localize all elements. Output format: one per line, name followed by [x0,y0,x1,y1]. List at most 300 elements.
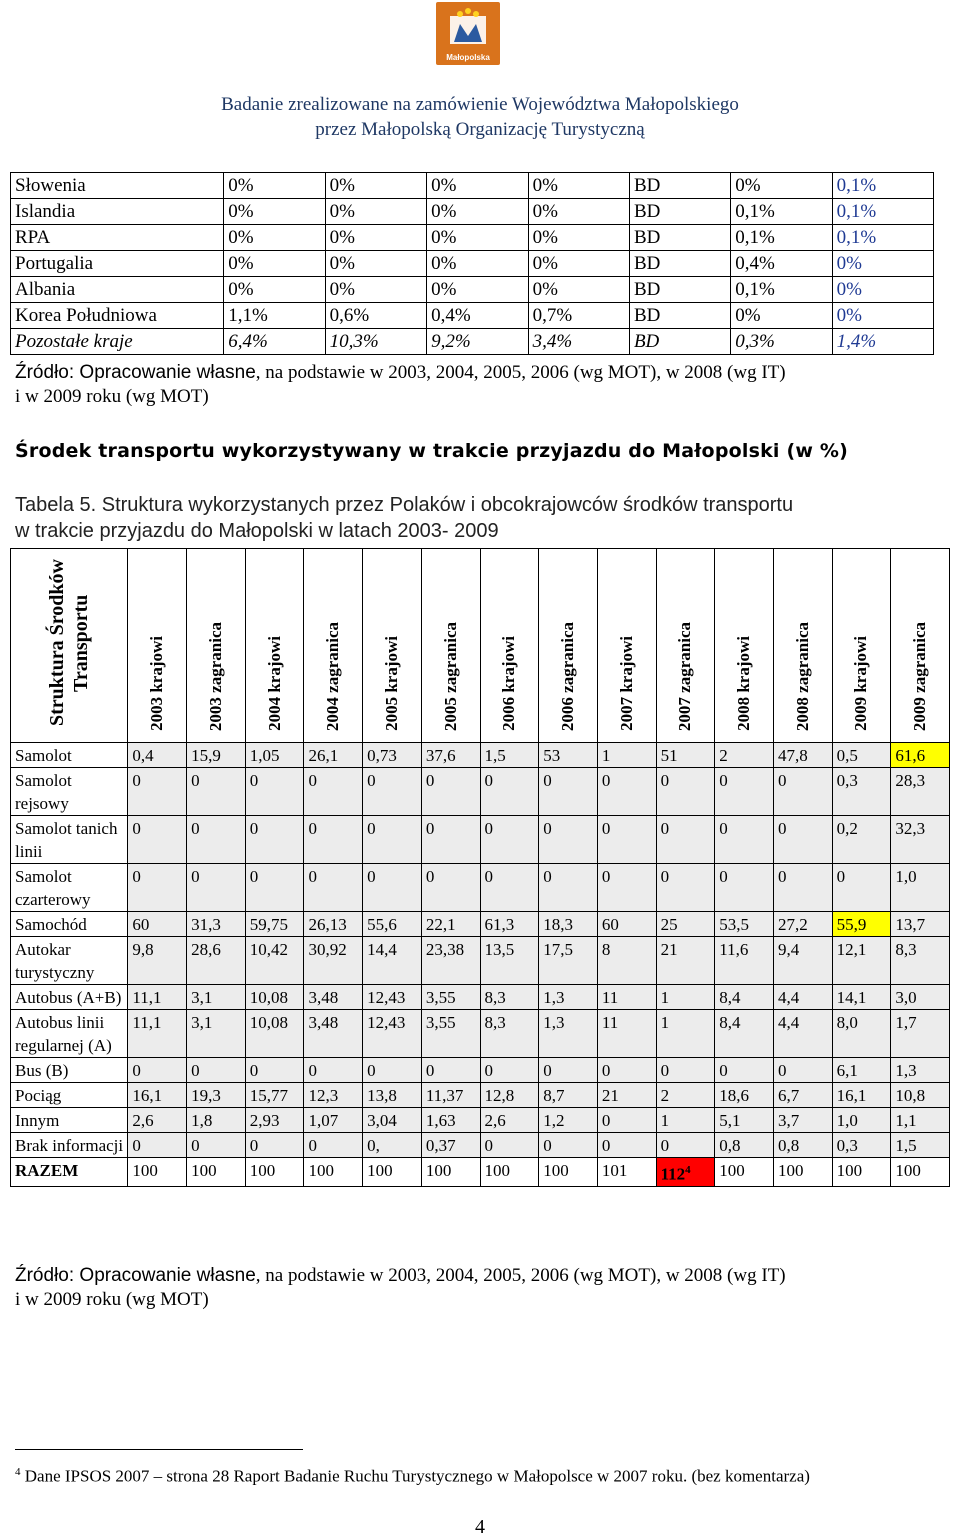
transport-value-cell: 0 [656,864,715,912]
transport-row [11,1058,950,1083]
country-value-cell: 0% [224,199,325,225]
transport-value-cell: 0 [656,1133,715,1158]
country-value-cell: BD [629,251,730,277]
transport-value-cell: 9,4 [773,937,832,985]
total-value-cell: 100 [715,1158,774,1187]
transport-value-cell: 8,3 [480,1010,539,1058]
transport-value-cell: 0 [363,768,422,816]
country-name: Słowenia [11,173,224,199]
year-header-cell [891,549,950,743]
year-header-label: 2006 zagranica [558,621,578,731]
transport-value-cell: 4,4 [773,1010,832,1058]
transport-value-cell: 15,9 [187,743,246,768]
country-value-cell: 0,1% [832,225,933,251]
transport-value-cell: 1,3 [891,1058,950,1083]
country-name: RPA [11,225,224,251]
transport-value-cell: 16,1 [832,1083,891,1108]
country-value-cell: 9,2% [427,329,528,355]
country-name: Islandia [11,199,224,225]
transport-value-cell: 0,3 [832,768,891,816]
transport-value-cell: 0 [539,864,598,912]
year-header-cell [245,549,304,743]
transport-value-cell: 0 [245,1058,304,1083]
country-value-cell: 0% [224,225,325,251]
transport-value-cell: 0 [304,1133,363,1158]
transport-row [11,864,950,912]
country-value-cell: BD [629,303,730,329]
total-value-cell: 100 [832,1158,891,1187]
transport-value-cell: 0 [187,1058,246,1083]
transport-value-cell: 15,77 [245,1083,304,1108]
transport-value-cell: 37,6 [421,743,480,768]
transport-value-cell: 11,1 [128,1010,187,1058]
transport-value-cell: 1,1 [891,1108,950,1133]
transport-value-cell: 51 [656,743,715,768]
country-value-cell: 0% [224,173,325,199]
country-value-cell: 1,1% [224,303,325,329]
total-value-cell: 100 [363,1158,422,1187]
country-value-cell: 0% [832,251,933,277]
transport-value-cell: 12,1 [832,937,891,985]
transport-value-cell: 31,3 [187,912,246,937]
transport-value-cell: 2,93 [245,1108,304,1133]
transport-value-cell: 18,3 [539,912,598,937]
transport-value-cell: 11,37 [421,1083,480,1108]
transport-value-cell: 0 [128,1058,187,1083]
transport-value-cell: 14,4 [363,937,422,985]
year-header-cell [832,549,891,743]
transport-value-cell: 12,8 [480,1083,539,1108]
transport-value-cell: 10,08 [245,985,304,1010]
transport-value-cell: 21 [597,1083,656,1108]
footnote-mark: 4 [15,1466,21,1478]
country-row [11,303,934,329]
transport-value-cell: 0 [304,768,363,816]
transport-mode-label: Pociąg [11,1083,128,1108]
year-header-label: 2007 zagranica [675,621,695,731]
transport-value-cell: 2,6 [480,1108,539,1133]
source-note-1 [15,361,786,409]
year-header-cell [363,549,422,743]
total-value-cell: 100 [187,1158,246,1187]
transport-value-cell: 0,8 [773,1133,832,1158]
country-value-cell: 0% [731,173,832,199]
country-value-cell: 0,6% [325,303,427,329]
year-header-label: 2004 krajowi [264,636,284,731]
country-name: Pozostałe kraje [11,329,224,355]
transport-value-cell: 0 [421,1058,480,1083]
transport-value-cell: 27,2 [773,912,832,937]
transport-value-cell: 4,4 [773,985,832,1010]
country-value-cell: 6,4% [224,329,325,355]
transport-value-cell: 12,43 [363,985,422,1010]
transport-value-cell: 0 [480,816,539,864]
transport-value-cell: 1,5 [480,743,539,768]
country-name: Albania [11,277,224,303]
transport-mode-label: Bus (B) [11,1058,128,1083]
transport-value-cell: 0 [539,816,598,864]
transport-table [10,548,950,1187]
country-value-cell: 0% [224,251,325,277]
transport-value-cell: 8,4 [715,1010,774,1058]
transport-value-cell: 60 [128,912,187,937]
transport-value-cell: 16,1 [128,1083,187,1108]
transport-value-cell: 5,1 [715,1108,774,1133]
transport-value-cell: 0 [715,1058,774,1083]
transport-value-cell: 8,3 [891,937,950,985]
transport-value-cell: 30,92 [304,937,363,985]
total-value-cell-flagged [656,1158,715,1187]
transport-value-cell: 0 [187,768,246,816]
transport-value-cell: 0 [421,864,480,912]
transport-value-cell: 25 [656,912,715,937]
transport-value-cell: 3,7 [773,1108,832,1133]
transport-value-cell: 2,6 [128,1108,187,1133]
source-line-2: i w 2009 roku (wg MOT) [15,386,209,407]
year-header-label: 2008 krajowi [734,636,754,731]
logo-emblem-icon [436,2,500,52]
transport-value-cell: 1,2 [539,1108,598,1133]
country-value-cell: 0% [427,225,528,251]
transport-value-cell: 10,42 [245,937,304,985]
transport-value-cell: 1,3 [539,1010,598,1058]
country-value-cell: 0% [427,199,528,225]
transport-value-cell: 0 [715,768,774,816]
year-header-cell [656,549,715,743]
transport-value-cell: 0,4 [128,743,187,768]
country-row [11,199,934,225]
transport-value-cell: 0 [539,1133,598,1158]
country-row [11,251,934,277]
logo-text: Małopolska [446,53,490,62]
transport-value-cell: 17,5 [539,937,598,985]
country-value-cell: 0% [832,303,933,329]
transport-value-cell: 0 [245,1133,304,1158]
transport-value-cell: 0 [539,1058,598,1083]
transport-value-cell: 12,43 [363,1010,422,1058]
transport-value-cell: 55,9 [832,912,891,937]
country-value-cell: 0% [731,303,832,329]
transport-value-cell: 8,7 [539,1083,598,1108]
year-header-cell [715,549,774,743]
transport-value-cell: 11 [597,985,656,1010]
transport-value-cell: 60 [597,912,656,937]
header-cell-struktura [11,549,128,743]
transport-value-cell: 12,3 [304,1083,363,1108]
transport-value-cell: 0 [480,864,539,912]
country-value-cell: 0% [325,277,427,303]
transport-value-cell: 0 [421,768,480,816]
country-value-cell: BD [629,329,730,355]
year-header-label: 2005 krajowi [381,636,401,731]
countries-table [10,172,934,355]
transport-value-cell: 11 [597,1010,656,1058]
transport-value-cell: 61,3 [480,912,539,937]
transport-value-cell: 0 [480,1133,539,1158]
transport-mode-label: Autobus (A+B) [11,985,128,1010]
transport-value-cell: 0 [597,768,656,816]
transport-value-cell: 26,13 [304,912,363,937]
transport-value-cell: 0 [245,816,304,864]
transport-value-cell: 3,0 [891,985,950,1010]
total-value-cell: 101 [597,1158,656,1187]
country-value-cell: 0% [325,225,427,251]
transport-value-cell: 1,5 [891,1133,950,1158]
country-value-cell: 0% [528,173,629,199]
country-value-cell: 0% [325,251,427,277]
year-header-label: 2003 zagranica [205,621,225,731]
transport-value-cell: 1,7 [891,1010,950,1058]
country-value-cell: BD [629,277,730,303]
transport-value-cell: 1,05 [245,743,304,768]
total-value-cell: 100 [891,1158,950,1187]
transport-value-cell: 2 [715,743,774,768]
country-row [11,329,934,355]
total-label: RAZEM [11,1158,128,1187]
country-value-cell: 0% [325,173,427,199]
transport-row [11,743,950,768]
total-value-cell: 100 [304,1158,363,1187]
country-value-cell: 0,4% [427,303,528,329]
year-header-cell [187,549,246,743]
transport-value-cell: 0,73 [363,743,422,768]
transport-mode-label: Samolot czarterowy [11,864,128,912]
transport-value-cell: 0 [656,768,715,816]
country-value-cell: BD [629,173,730,199]
header-line-1: Badanie zrealizowane na zamówienie Województwa Małopolskiego [221,94,739,115]
country-value-cell: 0% [832,277,933,303]
transport-value-cell: 47,8 [773,743,832,768]
transport-value-cell: 0 [304,816,363,864]
year-header-cell [304,549,363,743]
transport-row [11,1108,950,1133]
source-line-2: i w 2009 roku (wg MOT) [15,1289,209,1310]
country-value-cell: 1,4% [832,329,933,355]
transport-value-cell: 13,7 [891,912,950,937]
total-value-cell: 100 [421,1158,480,1187]
transport-value-cell: 8 [597,937,656,985]
transport-mode-label: Samolot tanich linii [11,816,128,864]
transport-value-cell: 0 [187,1133,246,1158]
transport-value-cell: 0 [597,816,656,864]
transport-value-cell: 2 [656,1083,715,1108]
year-header-label: 2006 krajowi [499,636,519,731]
transport-row [11,985,950,1010]
total-value-cell: 100 [480,1158,539,1187]
year-header-label: 2004 zagranica [323,621,343,731]
country-value-cell: 0,1% [832,173,933,199]
footnote [15,1461,915,1488]
page-number: 4 [475,1516,485,1538]
transport-value-cell: 11,1 [128,985,187,1010]
transport-value-cell: 3,1 [187,1010,246,1058]
transport-value-cell: 8,3 [480,985,539,1010]
year-header-cell [421,549,480,743]
total-value-cell: 100 [245,1158,304,1187]
country-value-cell: 0,4% [731,251,832,277]
transport-value-cell: 0 [539,768,598,816]
country-row [11,277,934,303]
country-row [11,173,934,199]
transport-value-cell: 0, [363,1133,422,1158]
caption-line-1: Tabela 5. Struktura wykorzystanych przez Polaków i obcokrajowców środków transportu [15,494,794,516]
transport-value-cell: 0 [363,864,422,912]
transport-value-cell: 0 [597,864,656,912]
transport-value-cell: 1,3 [539,985,598,1010]
country-value-cell: 0% [528,199,629,225]
transport-value-cell: 0 [421,816,480,864]
transport-row [11,1083,950,1108]
country-value-cell: 0% [427,173,528,199]
country-name: Korea Południowa [11,303,224,329]
transport-value-cell: 53 [539,743,598,768]
country-value-cell: 0,1% [832,199,933,225]
transport-value-cell: 0 [304,864,363,912]
malopolska-logo [436,2,500,65]
transport-value-cell: 13,8 [363,1083,422,1108]
transport-value-cell: 1 [656,1010,715,1058]
total-value-cell: 100 [128,1158,187,1187]
country-value-cell: BD [629,225,730,251]
country-value-cell: 0,1% [731,225,832,251]
transport-value-cell: 0 [128,768,187,816]
transport-value-cell: 3,55 [421,1010,480,1058]
country-value-cell: 0% [325,199,427,225]
source-rest: , na podstawie w 2003, 2004, 2005, 2006 (wg MOT), w 2008 (wg IT) [255,362,786,383]
year-header-label: 2009 zagranica [910,621,930,731]
transport-value-cell: 0 [363,816,422,864]
transport-value-cell: 0 [773,1058,832,1083]
transport-row [11,937,950,985]
transport-mode-label: Samolot rejsowy [11,768,128,816]
transport-value-cell: 0 [773,816,832,864]
transport-value-cell: 10,8 [891,1083,950,1108]
transport-value-cell: 0 [597,1058,656,1083]
source-rest: , na podstawie w 2003, 2004, 2005, 2006 (wg MOT), w 2008 (wg IT) [255,1265,786,1286]
transport-header-row [11,549,950,743]
transport-value-cell: 28,6 [187,937,246,985]
transport-value-cell: 23,38 [421,937,480,985]
country-value-cell: 0% [528,225,629,251]
table-caption [15,492,793,544]
transport-value-cell: 18,6 [715,1083,774,1108]
country-value-cell: 0,3% [731,329,832,355]
transport-mode-label: Brak informacji [11,1133,128,1158]
country-value-cell: 0,7% [528,303,629,329]
transport-value-cell: 0 [773,864,832,912]
transport-value-cell: 14,1 [832,985,891,1010]
section-title: Środek transportu wykorzystywany w trakcie przyjazdu do Małopolski (w %) [15,440,849,462]
transport-value-cell: 0 [773,768,832,816]
total-value: 112 [660,1164,686,1184]
transport-row [11,912,950,937]
country-value-cell: BD [629,199,730,225]
transport-value-cell: 0,3 [832,1133,891,1158]
transport-mode-label: Innym [11,1108,128,1133]
transport-value-cell: 0 [480,768,539,816]
transport-value-cell: 0 [363,1058,422,1083]
transport-value-cell: 0 [128,816,187,864]
transport-value-cell: 0 [245,864,304,912]
transport-mode-label: Samolot [11,743,128,768]
country-value-cell: 0% [528,251,629,277]
transport-value-cell: 22,1 [421,912,480,937]
year-header-label: 2005 zagranica [440,621,460,731]
transport-value-cell: 0 [715,864,774,912]
transport-value-cell: 13,5 [480,937,539,985]
transport-value-cell: 0 [128,864,187,912]
transport-row [11,768,950,816]
year-header-cell [773,549,832,743]
transport-value-cell: 28,3 [891,768,950,816]
transport-value-cell: 0 [187,816,246,864]
total-row [11,1158,950,1187]
country-name: Portugalia [11,251,224,277]
transport-value-cell: 1,0 [832,1108,891,1133]
transport-value-cell: 1 [656,1108,715,1133]
country-value-cell: 0,1% [731,277,832,303]
transport-value-cell: 59,75 [245,912,304,937]
transport-value-cell: 0 [128,1133,187,1158]
transport-value-cell: 0 [832,864,891,912]
source-note-2 [15,1264,786,1312]
year-header-cell [539,549,598,743]
transport-value-cell: 1 [656,985,715,1010]
transport-value-cell: 0 [597,1108,656,1133]
transport-value-cell: 3,55 [421,985,480,1010]
transport-value-cell: 10,08 [245,1010,304,1058]
year-header-label: 2008 zagranica [792,621,812,731]
year-header-label: 2009 krajowi [851,636,871,731]
transport-value-cell: 21 [656,937,715,985]
year-header-cell [480,549,539,743]
transport-value-cell: 8,0 [832,1010,891,1058]
transport-value-cell: 0,2 [832,816,891,864]
transport-value-cell: 0 [656,1058,715,1083]
transport-value-cell: 55,6 [363,912,422,937]
year-header-cell [128,549,187,743]
transport-value-cell: 3,1 [187,985,246,1010]
transport-value-cell: 26,1 [304,743,363,768]
transport-value-cell: 1,0 [891,864,950,912]
transport-value-cell: 0,37 [421,1133,480,1158]
transport-mode-label: Samochód [11,912,128,937]
footnote-reference: 4 [685,1164,691,1176]
transport-value-cell: 0 [597,1133,656,1158]
transport-value-cell: 0,5 [832,743,891,768]
country-value-cell: 10,3% [325,329,427,355]
footnote-separator [15,1449,303,1450]
caption-line-2: w trakcie przyjazdu do Małopolski w latach 2003- 2009 [15,520,499,542]
transport-value-cell: 0 [245,768,304,816]
country-value-cell: 0% [427,251,528,277]
transport-value-cell: 61,6 [891,743,950,768]
transport-value-cell: 53,5 [715,912,774,937]
transport-row [11,816,950,864]
country-row [11,225,934,251]
country-value-cell: 3,4% [528,329,629,355]
transport-value-cell: 3,48 [304,1010,363,1058]
transport-value-cell: 32,3 [891,816,950,864]
country-value-cell: 0,1% [731,199,832,225]
total-value-cell: 100 [773,1158,832,1187]
header-label: Struktura Środków Transportu [46,559,93,727]
source-lead: Źródło: Opracowanie własne [15,362,256,383]
source-lead: Źródło: Opracowanie własne [15,1265,256,1286]
transport-value-cell: 6,1 [832,1058,891,1083]
transport-value-cell: 3,48 [304,985,363,1010]
transport-value-cell: 11,6 [715,937,774,985]
